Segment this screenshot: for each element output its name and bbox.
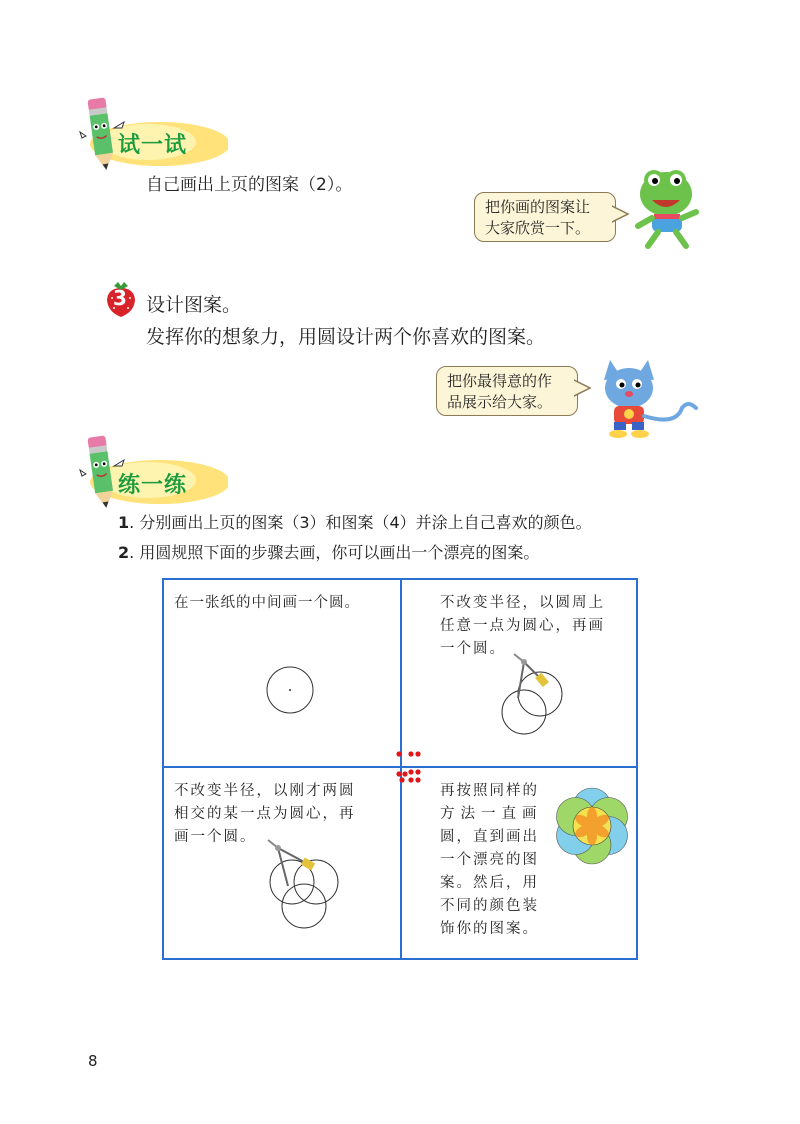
step2-line2: 任意一点为圆心，再画 [440, 618, 605, 634]
design-title: 设计图案。 [146, 294, 242, 316]
exercise-1 [118, 510, 592, 533]
exercise-1-number: 1 [118, 513, 130, 532]
design-step-number: 3 [113, 286, 127, 310]
step4-line3: 圆，直到画出 [440, 829, 539, 845]
design-instruction: 发挥你的想象力，用圆设计两个你喜欢的图案。 [146, 326, 546, 348]
step4-line4: 一个漂亮的图 [440, 852, 539, 868]
cat-speech-bubble [436, 366, 578, 416]
practice-heading: 练一练 [118, 473, 188, 498]
flower-pattern-drawing [550, 778, 634, 874]
exercise-2 [118, 540, 539, 563]
page-number: 8 [88, 1052, 98, 1070]
step4-line6: 不同的颜色装 [440, 898, 539, 914]
step2-line3: 一个圆。 [440, 641, 506, 657]
frog-mascot-icon [630, 166, 704, 252]
frog-bubble-line2: 大家欣赏一下。 [485, 219, 591, 237]
step3-line3: 画一个圆。 [174, 829, 257, 845]
step1-text: 在一张纸的中间画一个圆。 [174, 595, 360, 611]
cat-bubble-line1: 把你最得意的作 [447, 372, 553, 390]
step1-circle-drawing [264, 664, 316, 716]
frog-bubble-line1: 把你画的图案让 [485, 198, 591, 216]
step4-line2: 方法一直画 [440, 806, 543, 822]
exercise-2-number: 2 [118, 543, 130, 562]
cat-mascot-icon [596, 356, 700, 440]
step2-line1: 不改变半径，以圆周上 [440, 595, 605, 611]
step4-line7: 饰你的图案。 [440, 921, 539, 937]
step4-text [440, 780, 543, 941]
bubble-tail-icon [574, 376, 592, 400]
step4-line5: 案。然后，用 [440, 875, 539, 891]
step-order-dots [395, 748, 425, 788]
exercise-2-text: . 用圆规照下面的步骤去画，你可以画出一个漂亮的图案。 [129, 543, 540, 562]
try-heading: 试一试 [118, 133, 188, 158]
step4-line1: 再按照同样的 [440, 783, 539, 799]
step3-line2: 相交的某一点为圆心，再 [174, 806, 356, 822]
step3-line1: 不改变半径，以刚才两圆 [174, 783, 356, 799]
exercise-1-text: . 分别画出上页的图案（3）和图案（4）并涂上自己喜欢的颜色。 [129, 513, 592, 532]
step3-compass-drawing [254, 834, 354, 934]
try-instruction: 自己画出上页的图案（2）。 [146, 175, 353, 195]
step2-compass-drawing [494, 644, 564, 740]
frog-speech-bubble [474, 192, 616, 242]
bubble-tail-icon [612, 202, 630, 226]
cat-bubble-line2: 品展示给大家。 [447, 393, 553, 411]
